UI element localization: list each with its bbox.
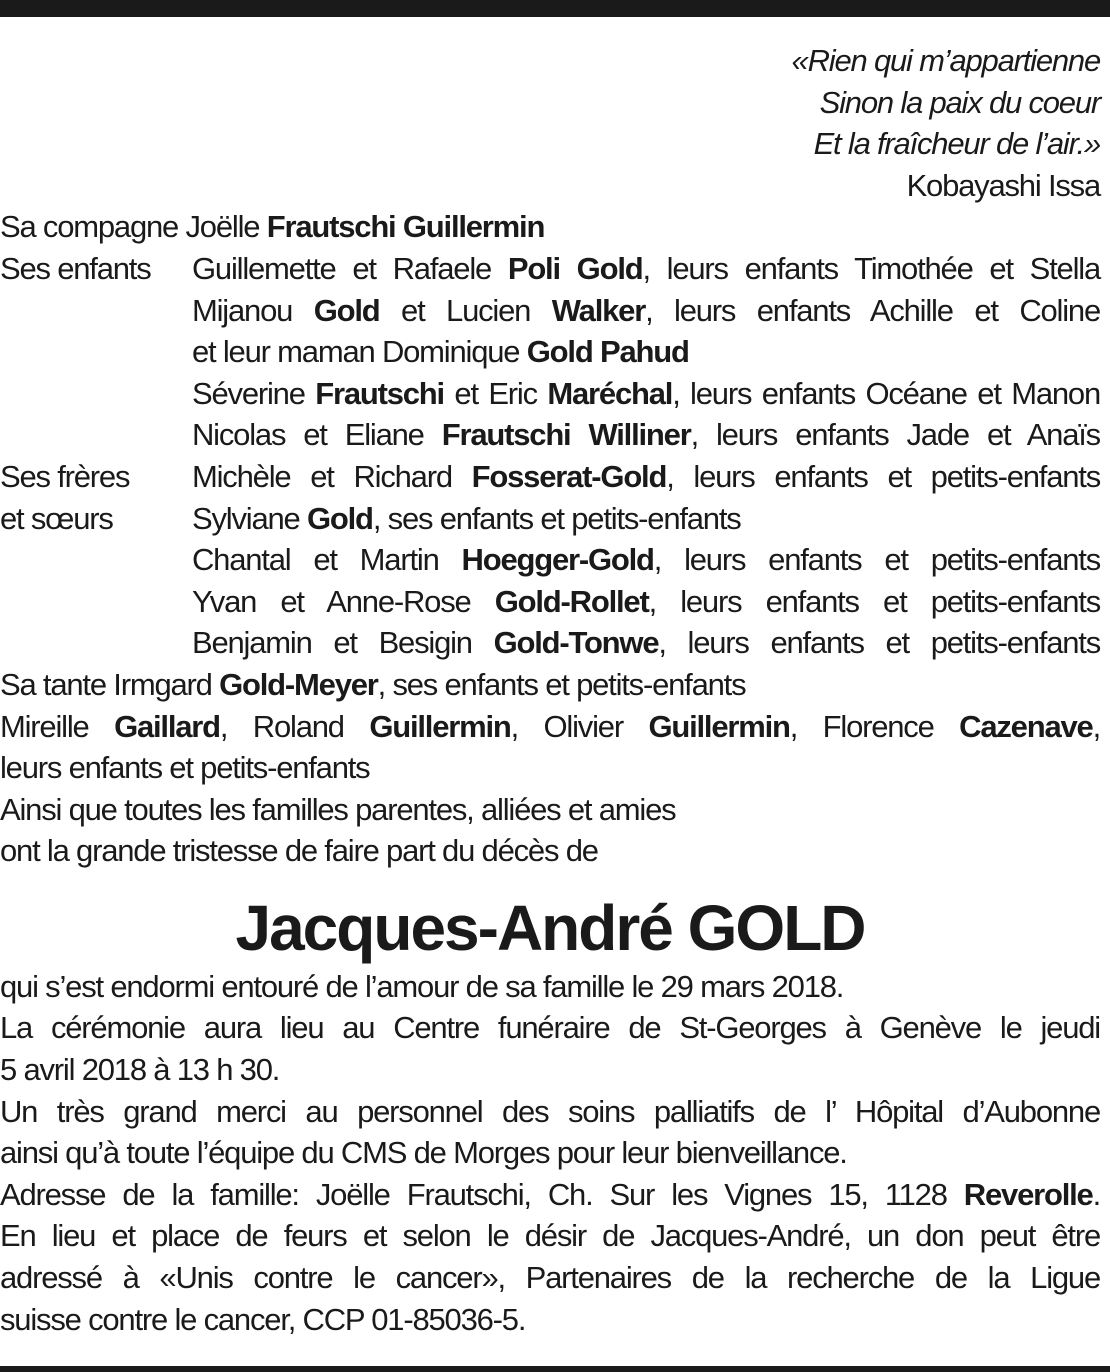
sibling-line: Chantal et Martin Hoegger-Gold, leurs enfants et petits-enfants: [192, 542, 1100, 578]
siblings-section: [0, 456, 1100, 664]
family-address-line: Adresse de la famille: Joëlle Frautschi, Ch. Sur les Vignes 15, 1128 Reverolle.: [0, 1176, 1100, 1212]
obituary-notice: [0, 40, 1100, 1340]
child-line: Guillemette et Rafaele Poli Gold, leurs enfants Timothée et Stella: [192, 250, 1100, 286]
detail-line: suisse contre le cancer, CCP 01-85036-5.: [0, 1301, 526, 1337]
deceased-name: Jacques-André GOLD: [235, 891, 865, 964]
child-line: et leur maman Dominique Gold Pahud: [192, 334, 689, 370]
detail-line: adressé à «Unis contre le cancer», Partenaires de la recherche de la Ligue: [0, 1260, 1100, 1296]
sibling-line: Sylviane Gold, ses enfants et petits-enfants: [192, 500, 741, 536]
details-block: [0, 966, 1100, 1340]
announcement-line: ont la grande tristesse de faire part du décès de: [0, 833, 598, 869]
children-list: [192, 248, 1100, 456]
detail-line: En lieu et place de feurs et selon le désir de Jacques-André, un don peut être: [0, 1218, 1100, 1254]
children-section: [0, 248, 1100, 456]
quote-line: «Rien qui m’appartienne: [791, 43, 1100, 78]
detail-line: 5 avril 2018 à 13 h 30.: [0, 1052, 280, 1088]
quote-author: Kobayashi Issa: [906, 167, 1100, 203]
relatives-line: Mireille Gaillard, Roland Guillermin, Olivier Guillermin, Florence Cazenave,: [0, 708, 1100, 744]
child-line: Mijanou Gold et Lucien Walker, leurs enfants Achille et Coline: [192, 292, 1101, 328]
detail-line: Un très grand merci au personnel des soins palliatifs de l’ Hôpital d’Aubonne: [0, 1093, 1100, 1129]
quote-line: Et la fraîcheur de l’air.»: [813, 126, 1100, 162]
sibling-line: Benjamin et Besigin Gold-Tonwe, leurs enfants et petits-enfants: [192, 625, 1100, 661]
detail-line: qui s’est endormi entouré de l’amour de sa famille le 29 mars 2018.: [0, 968, 844, 1004]
children-label: Ses enfants: [0, 250, 151, 286]
relatives-line-2: leurs enfants et petits-enfants: [0, 750, 370, 786]
detail-line: La cérémonie aura lieu au Centre funéraire de St-Georges à Genève le jeudi: [0, 1010, 1100, 1046]
companion-name: Frautschi Guillermin: [266, 209, 545, 245]
address-locality: Reverolle: [963, 1176, 1093, 1212]
siblings-label: Ses frères et sœurs: [0, 458, 130, 536]
companion-line: Sa compagne Joëlle Frautschi Guillermin: [0, 209, 545, 245]
epigraph-quote: [0, 40, 1100, 206]
child-line: Nicolas et Eliane Frautschi Williner, leurs enfants Jade et Anaïs: [192, 417, 1100, 453]
families-line: Ainsi que toutes les familles parentes, alliées et amies: [0, 791, 676, 827]
top-rule: [0, 0, 1110, 17]
quote-line: Sinon la paix du coeur: [819, 84, 1100, 120]
sibling-line: Michèle et Richard Fosserat-Gold, leurs enfants et petits-enfants: [192, 458, 1100, 494]
child-line: Séverine Frautschi et Eric Maréchal, leurs enfants Océane et Manon: [192, 375, 1100, 411]
detail-line: ainsi qu’à toute l’équipe du CMS de Morges pour leur bienveillance.: [0, 1135, 847, 1171]
aunt-line: Sa tante Irmgard Gold-Meyer, ses enfants et petits-enfants: [0, 666, 746, 702]
sibling-line: Yvan et Anne-Rose Gold-Rollet, leurs enfants et petits-enfants: [192, 583, 1100, 619]
bottom-rule: [0, 1366, 1110, 1372]
siblings-list: [192, 456, 1100, 664]
